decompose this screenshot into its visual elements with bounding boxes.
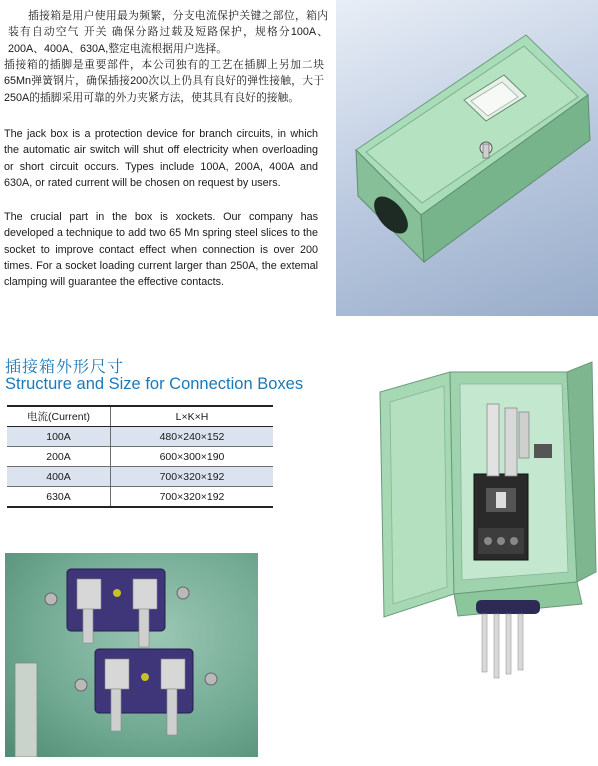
size-table xyxy=(7,405,273,508)
table-cell-current: 200A xyxy=(7,447,111,467)
table-header-dimensions: L×K×H xyxy=(111,406,274,427)
socket-closeup-photo xyxy=(5,553,258,757)
intro-zh-paragraph-1: 插接箱是用户使用最为频繁，分支电流保护关键之部位，箱内装有自动空气 开关 确保分路过载及短路保护，规格分100A、200A、400A、630A,整定电流根据用户选择。 xyxy=(8,10,328,55)
open-box-photo xyxy=(362,332,598,710)
table-cell-current: 400A xyxy=(7,467,111,487)
section-title-en: Structure and Size for Connection Boxes xyxy=(5,375,304,393)
table-row xyxy=(7,447,273,467)
table-cell-current: 630A xyxy=(7,487,111,508)
table-header-row xyxy=(7,406,273,427)
table-cell-current: 100A xyxy=(7,427,111,447)
intro-zh-paragraph-2: 插接箱的插脚是重要部件，本公司独有的工艺在插脚上另加二块65Mn弹簧钢片，确保插接200次以上仍具有良好的弹性接触，大于250A的插脚采用可靠的外力夹紧方法，使其具有良好的接触。 xyxy=(4,59,324,104)
table-row xyxy=(7,427,273,447)
table-cell-dimensions: 480×240×152 xyxy=(111,427,274,447)
section-title-zh: 插接箱外形尺寸 xyxy=(5,359,125,376)
table-cell-dimensions: 700×320×192 xyxy=(111,467,274,487)
intro-en-paragraph-2: The crucial part in the box is xockets. Our company has developed a technique to add two 65 Mn spring steel slices to the socket to improve contact effect when connection is over 200 times. For a socket loading current larger than 250A, the extemal clamping will guarantee the effective contacts. xyxy=(4,211,318,289)
table-cell-dimensions: 600×300×190 xyxy=(111,447,274,467)
table-row xyxy=(7,467,273,487)
table-header-current: 电流(Current) xyxy=(7,406,111,427)
intro-en-paragraph-1: The jack box is a protection device for branch circuits, in which the automatic air switch will shut off electricity when overloading or short circuit occurs. Types include 100A, 200A, 400A and 630A, or rated current will be chosen on request by users. xyxy=(4,128,318,189)
closed-box-photo xyxy=(336,0,598,316)
table-row xyxy=(7,487,273,508)
table-cell-dimensions: 700×320×192 xyxy=(111,487,274,508)
